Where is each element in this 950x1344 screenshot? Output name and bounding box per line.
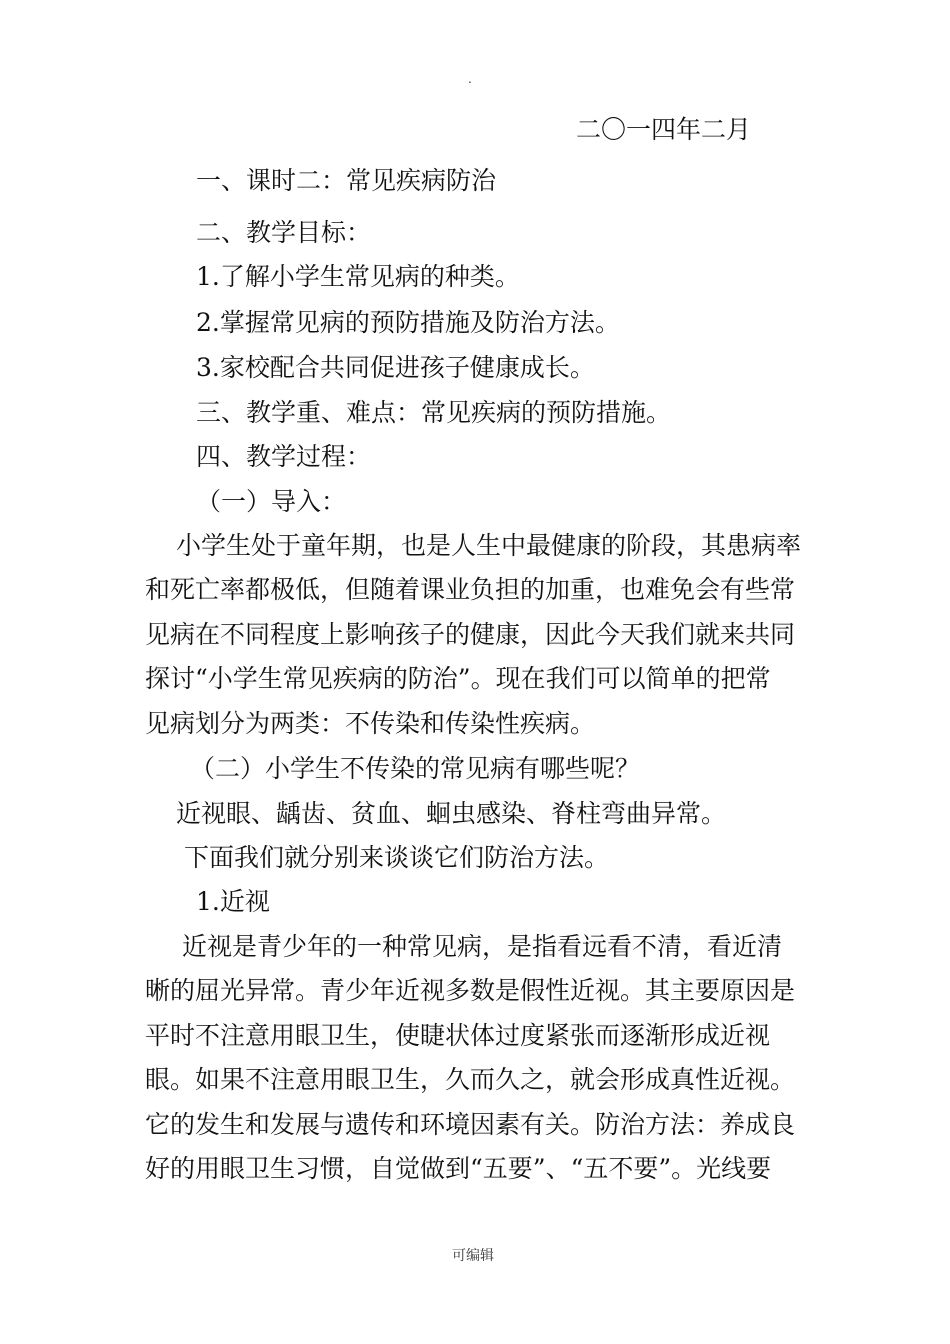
objective-item-1: 1.了解小学生常见病的种类。	[196, 262, 520, 291]
paragraph-line: 晰的屈光异常。青少年近视多数是假性近视。其主要原因是	[145, 976, 796, 1005]
paragraph-line: 平时不注意用眼卫生，使睫状体过度紧张而逐渐形成近视	[145, 1021, 771, 1050]
paragraph-line: 探讨“小学生常见疾病的防治”。现在我们可以简单的把常	[145, 664, 771, 693]
paragraph-line: 眼。如果不注意用眼卫生，久而久之，就会形成真性近视。	[145, 1065, 796, 1094]
objective-item-2: 2.掌握常见病的预防措施及防治方法。	[196, 308, 620, 337]
paragraph-line: 近视眼、龋齿、贫血、蛔虫感染、脊柱弯曲异常。	[176, 799, 727, 828]
subsection-heading-noninfectious: （二）小学生不传染的常见病有哪些呢？	[190, 754, 641, 783]
document-date: 二〇一四年二月	[576, 115, 752, 144]
section-heading-process: 四、教学过程：	[196, 442, 372, 471]
section-heading-lesson: 一、课时二：常见疾病防治	[196, 166, 497, 195]
subsection-heading-intro: （一）导入：	[196, 487, 347, 516]
paragraph-line: 和死亡率都极低，但随着课业负担的加重，也难免会有些常	[145, 575, 796, 604]
footer-label: 可编辑	[452, 1248, 494, 1264]
objective-item-3: 3.家校配合共同促进孩子健康成长。	[196, 353, 595, 382]
paragraph-line: 它的发生和发展与遗传和环境因素有关。防治方法：养成良	[145, 1110, 796, 1139]
paragraph-line: 小学生处于童年期，也是人生中最健康的阶段，其患病率	[176, 531, 802, 560]
paragraph-line: 好的用眼卫生习惯，自觉做到“五要”、“五不要”。光线要	[145, 1154, 772, 1183]
paragraph-line: 见病在不同程度上影响孩子的健康，因此今天我们就来共同	[145, 620, 796, 649]
paragraph-line: 见病划分为两类：不传染和传染性疾病。	[145, 709, 596, 738]
paragraph-line: 近视是青少年的一种常见病，是指看远看不清，看近清	[182, 932, 783, 961]
header-dot: .	[468, 72, 472, 86]
section-heading-objectives: 二、教学目标：	[196, 218, 372, 247]
item-heading-myopia: 1.近视	[196, 887, 270, 916]
section-heading-key-points: 三、教学重、难点：常见疾病的预防措施。	[196, 398, 672, 427]
paragraph-line: 下面我们就分别来谈谈它们防治方法。	[184, 843, 610, 872]
